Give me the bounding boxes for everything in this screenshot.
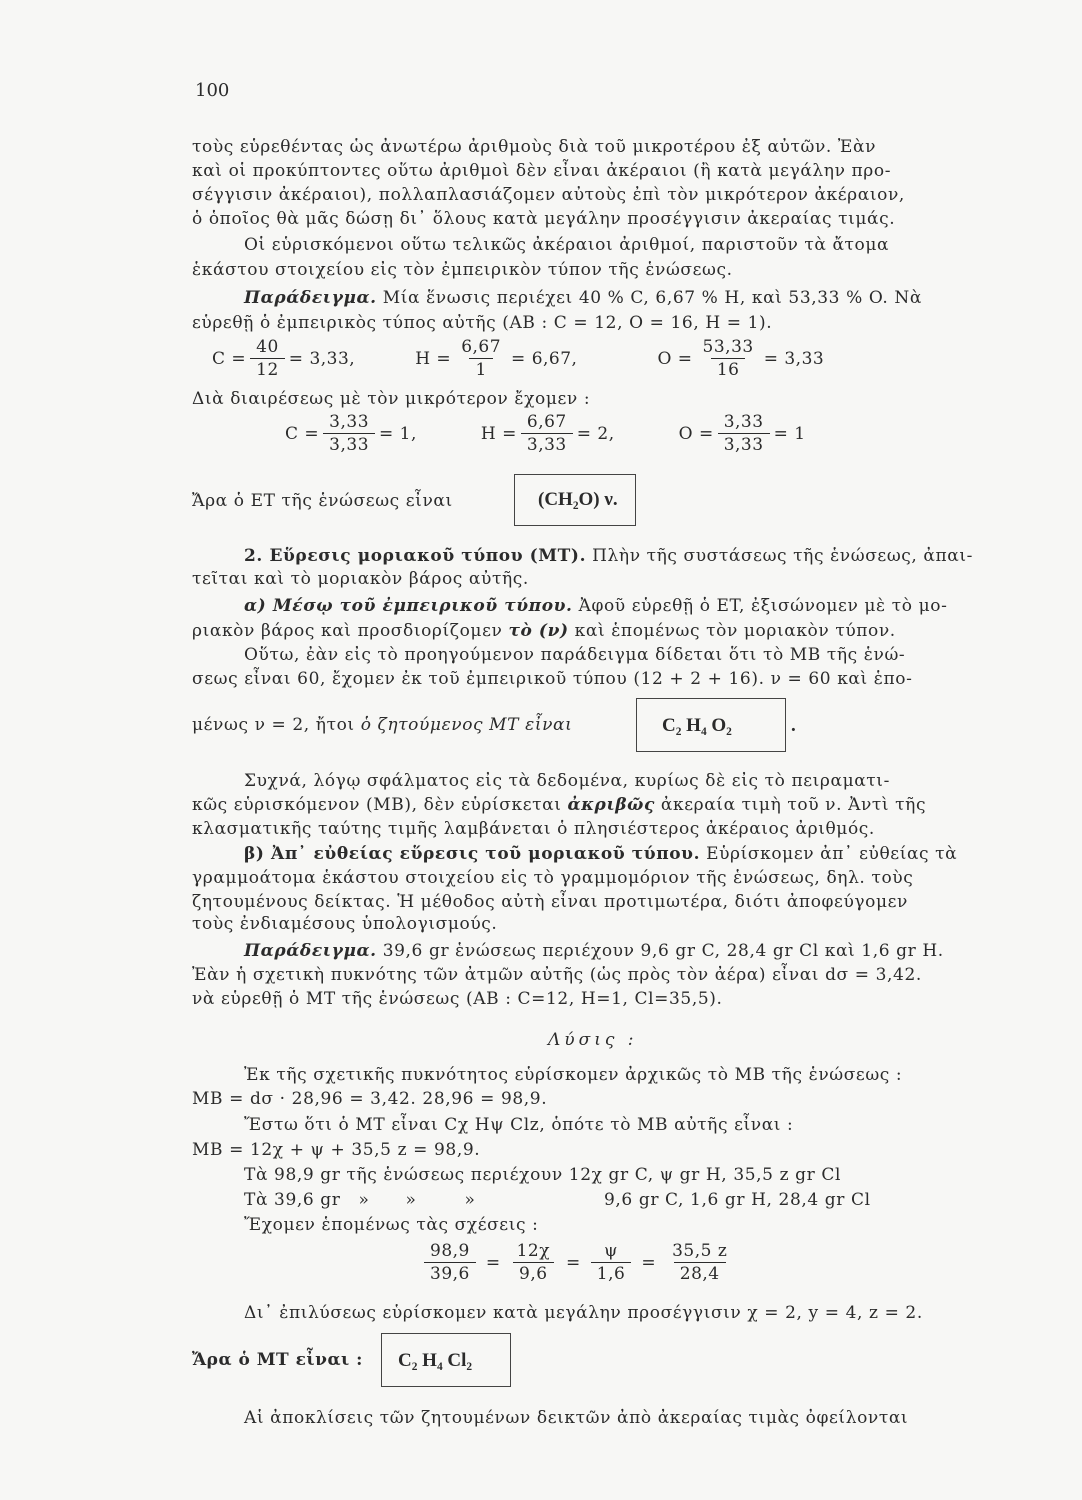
paragraph-line: τεῖται καὶ τὸ μοριακὸν βάρος αὐτῆς.	[192, 569, 529, 589]
example-text: Μία ἕνωσις περιέχει 40 % C, 6,67 % H, καὶ 53,33 % O. Νὰ	[382, 288, 922, 308]
fraction	[511, 1241, 556, 1284]
paragraph-line: εὑρεθῇ ὁ ἐμπειρικὸς τύπος αὐτῆς (AB : C = 12, O = 16, H = 1).	[192, 313, 773, 333]
paragraph-line: κλασματικῆς ταύτης τιμῆς λαμβάνεται ὁ πλησιέστερος ἀκέραιος ἀριθμός.	[192, 819, 875, 839]
frac-num: 98,9	[430, 1241, 470, 1261]
paragraph-line: Διὰ διαιρέσεως μὲ τὸν μικρότερον ἔχομεν :	[192, 389, 591, 409]
h-result: = 2,	[576, 423, 615, 444]
paragraph-line: Οὕτω, ἐὰν εἰς τὸ προηγούμενον παράδειγμα δίδεται ὅτι τὸ MB τῆς ἑνώ-	[244, 645, 906, 665]
paragraph-line	[192, 620, 896, 642]
paragraph-line: ἑκάστου στοιχείου εἰς τὸν ἐμπειρικὸν τύπον τῆς ἑνώσεως.	[192, 260, 733, 280]
o-den: 3,33	[718, 433, 770, 455]
o-lhs: O =	[678, 423, 714, 444]
paragraph-line: καὶ οἱ προκύπτοντες οὕτω ἀριθμοὶ δὲν εἶναι ἀκέραιοι (ἢ κατὰ μεγάλην προ-	[192, 161, 892, 181]
paragraph-line: MB = dσ · 28,96 = 3,42. 28,96 = 98,9.	[192, 1089, 548, 1109]
et-formula: (CH₂O) ν.	[538, 489, 618, 510]
paragraph-line: Αἱ ἀποκλίσεις τῶν ζητουμένων δεικτῶν ἀπὸ ἀκεραίας τιμὰς ὀφείλονται	[244, 1408, 909, 1428]
frac-num: ψ	[604, 1241, 618, 1261]
text-part: ριακὸν βάρος καὶ προσδιορίζομεν	[192, 621, 503, 641]
et-sentence: Ἄρα ὁ ET τῆς ἑνώσεως εἶναι	[192, 491, 453, 511]
italic-part: ὁ ζητούμενος MT εἶναι	[360, 715, 573, 735]
example-line	[244, 287, 922, 309]
c-result: = 3,33,	[288, 348, 356, 369]
c-lhs: C =	[285, 423, 320, 444]
mt-formula-1: C₂ H₄ O₂	[662, 715, 732, 736]
mt-final-label: Ἄρα ὁ MT εἶναι :	[192, 1350, 363, 1370]
paragraph-line: Ἔστω ὅτι ὁ MT εἶναι Cχ Hψ Clz, ὁπότε τὸ MB αὐτῆς εἶναι :	[244, 1115, 794, 1135]
o-num: 53,33	[702, 337, 754, 357]
c-num: 40	[256, 337, 279, 357]
o-result: = 3,33	[763, 348, 825, 369]
o-lhs: O =	[657, 348, 693, 369]
equation-row-3	[420, 1241, 737, 1284]
paragraph-line: Τὰ 98,9 gr τῆς ἑνώσεως περιέχουν 12χ gr C, ψ gr H, 35,5 z gr Cl	[244, 1165, 841, 1185]
c-fraction	[323, 412, 375, 455]
equation-row-1	[212, 337, 942, 380]
fraction	[424, 1241, 476, 1284]
o-den: 16	[711, 358, 746, 380]
c-lhs: C =	[212, 348, 247, 369]
fraction	[591, 1241, 632, 1284]
paragraph-line: ζητουμένους δείκτας. Ἡ μέθοδος αὐτὴ εἶναι προτιμωτέρα, διότι ἀποφεύγομεν	[192, 892, 908, 912]
paragraph-line: 9,6 gr C, 1,6 gr H, 28,4 gr Cl	[604, 1190, 871, 1210]
section-2-line	[244, 545, 973, 567]
subsection-a-heading: α) Μέσῳ τοῦ ἐμπειρικοῦ τύπου.	[244, 596, 573, 616]
example-2-line	[244, 940, 944, 962]
example-text: 39,6 gr ἑνώσεως περιέχουν 9,6 gr C, 28,4 gr Cl καὶ 1,6 gr H.	[382, 941, 944, 961]
text-part: κῶς εὑρισκόμενον (MB), δὲν εὑρίσκεται	[192, 795, 562, 815]
paragraph-line: MB = 12χ + ψ + 35,5 z = 98,9.	[192, 1140, 481, 1160]
frac-den: 1,6	[591, 1262, 632, 1284]
paragraph-line: Τὰ 39,6 gr » » »	[244, 1190, 476, 1210]
solution-title: Λύσις :	[548, 1030, 638, 1050]
text-part: καὶ ἑπομένως τὸν μοριακὸν τύπον.	[574, 621, 896, 641]
h-fraction	[521, 412, 573, 455]
h-lhs: H =	[415, 348, 452, 369]
subsection-a-text: Ἀφοῦ εὑρεθῇ ὁ ET, ἐξισώνομεν μὲ τὸ μο-	[578, 596, 948, 616]
frac-den: 9,6	[513, 1262, 554, 1284]
subsection-b-line	[244, 843, 957, 865]
c-den: 12	[250, 358, 285, 380]
paragraph-line: Ἐὰν ἡ σχετικὴ πυκνότης τῶν ἀτμῶν αὐτῆς (ὡς πρὸς τὸν ἀέρα) εἶναι dσ = 3,42.	[192, 965, 922, 985]
section-2-heading: 2. Εὕρεσις μοριακοῦ τύπου (MT).	[244, 546, 587, 566]
paragraph-line: Ἐκ τῆς σχετικῆς πυκνότητος εὑρίσκομεν ἀρχικῶς τὸ MB τῆς ἑνώσεως :	[244, 1065, 903, 1085]
c-num: 3,33	[329, 412, 370, 432]
text-part: ἀκεραία τιμὴ τοῦ ν. Ἀντὶ τῆς	[660, 795, 927, 815]
h-fraction	[455, 337, 507, 380]
paragraph-line	[192, 794, 926, 816]
frac-num: 35,5 z	[672, 1241, 728, 1261]
paragraph-line: σέγγισιν ἀκέραιοι), πολλαπλασιάζομεν αὐτοὺς ἐπὶ τὸν μικρότερον ἀκέραιον,	[192, 185, 905, 205]
paragraph-line: ὁ ὁποῖος θὰ μᾶς δώσῃ δι᾽ ὅλους κατὰ μεγάλην προσέγγισιν ἀκεραίας τιμάς.	[192, 209, 896, 229]
h-den: 1	[469, 358, 492, 380]
subsection-b-heading: β) Ἀπ᾽ εὐθείας εὕρεσις τοῦ μοριακοῦ τύπου.	[244, 844, 701, 864]
paragraph-line: τοὺς ἐνδιαμέσους ὑπολογισμούς.	[192, 914, 498, 934]
italic-part: ἀκριβῶς	[567, 795, 655, 815]
h-result: = 6,67,	[511, 348, 578, 369]
h-num: 6,67	[461, 337, 502, 357]
fraction	[666, 1241, 733, 1284]
subsection-a-line	[244, 595, 947, 617]
frac-num: 12χ	[516, 1241, 551, 1261]
c-den: 3,33	[323, 433, 375, 455]
paragraph-line: γραμμοάτομα ἑκάστου στοιχείου εἰς τὸ γραμμομόριον τῆς ἑνώσεως, δηλ. τοὺς	[192, 868, 914, 888]
example-label: Παράδειγμα.	[244, 288, 377, 308]
paragraph-line: τοὺς εὑρεθέντας ὡς ἀνωτέρω ἀριθμοὺς διὰ τοῦ μικροτέρου ἐξ αὐτῶν. Ἐὰν	[192, 137, 877, 157]
c-fraction	[250, 337, 285, 380]
subsection-b-text: Εὑρίσκομεν ἀπ᾽ εὐθείας τὰ	[706, 844, 958, 864]
paragraph-line	[192, 714, 572, 736]
paragraph-line: Οἱ εὑρισκόμενοι οὕτω τελικῶς ἀκέραιοι ἀριθμοί, παριστοῦν τὰ ἄτομα	[244, 235, 890, 255]
paragraph-line: νὰ εὑρεθῇ ὁ MT τῆς ἑνώσεως (AB : C=12, H=1, Cl=35,5).	[192, 989, 723, 1009]
equals: =	[566, 1252, 581, 1273]
o-fraction	[697, 337, 760, 380]
section-2-text: Πλὴν τῆς συστάσεως τῆς ἑνώσεως, ἀπαι-	[592, 546, 973, 566]
frac-den: 39,6	[424, 1262, 476, 1284]
equals: =	[641, 1252, 657, 1273]
italic-part: τὸ (ν)	[508, 621, 569, 641]
o-num: 3,33	[723, 412, 764, 432]
paragraph-line: Συχνά, λόγῳ σφάλματος εἰς τὰ δεδομένα, κυρίως δὲ εἰς τὸ πειραματι-	[244, 771, 890, 791]
equals: =	[485, 1252, 501, 1273]
o-result: = 1	[773, 423, 806, 444]
mt-formula-2: C₂ H₄ Cl₂	[398, 1350, 473, 1371]
mt-formula-1-dot: .	[791, 715, 796, 736]
o-fraction	[718, 412, 770, 455]
frac-den: 28,4	[674, 1262, 726, 1284]
c-result: = 1,	[379, 423, 417, 444]
h-lhs: H =	[480, 423, 517, 444]
example-label: Παράδειγμα.	[244, 941, 377, 961]
equation-row-2	[285, 412, 925, 455]
paragraph-line: σεως εἶναι 60, ἔχομεν ἐκ τοῦ ἐμπειρικοῦ τύπου (12 + 2 + 16). ν = 60 καὶ ἑπο-	[192, 669, 913, 689]
text-part: μένως ν = 2, ἤτοι	[192, 715, 355, 735]
paragraph-line: Δι᾽ ἐπιλύσεως εὑρίσκομεν κατὰ μεγάλην προσέγγισιν χ = 2, y = 4, z = 2.	[244, 1303, 923, 1323]
page-number: 100	[195, 80, 230, 101]
h-num: 6,67	[526, 412, 567, 432]
h-den: 3,33	[521, 433, 573, 455]
paragraph-line: Ἔχομεν ἑπομένως τὰς σχέσεις :	[244, 1215, 539, 1235]
